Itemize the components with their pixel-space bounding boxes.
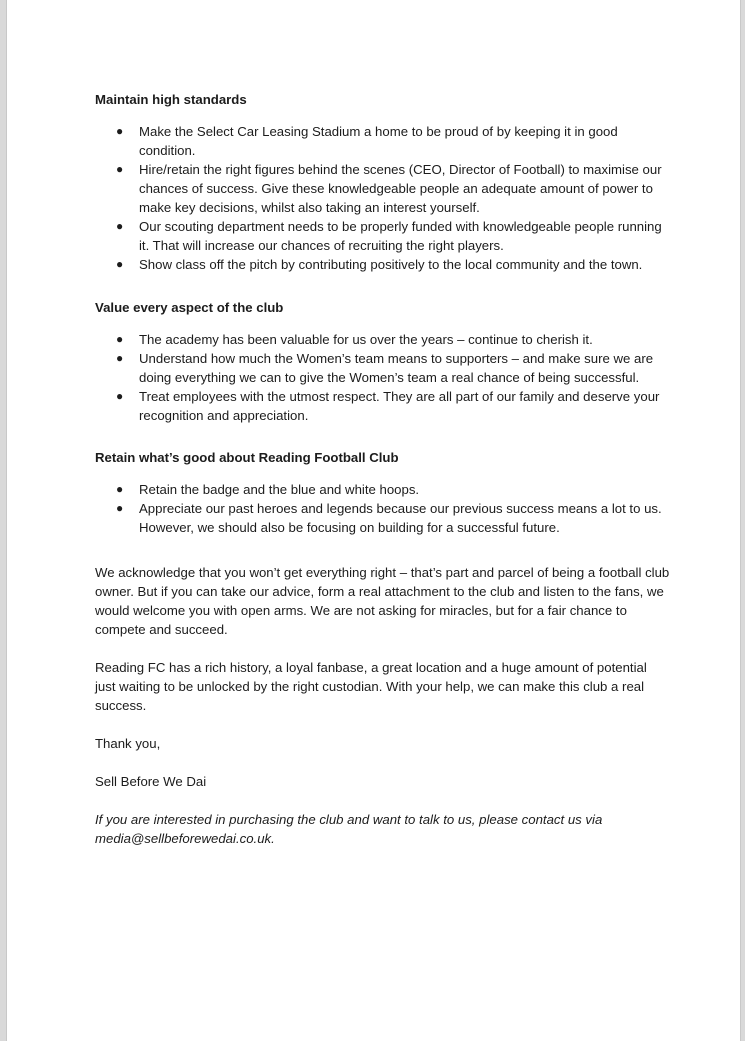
section-heading: Maintain high standards — [95, 92, 247, 107]
body-paragraph: Reading FC has a rich history, a loyal fanbase, a great location and a huge amount of potential just waiting to be unlocked by the right custodian. With your help, we can make this club a real success. — [95, 660, 647, 713]
list-item: ● Retain the badge and the blue and white hoops. — [116, 482, 420, 497]
bullet-icon: ● — [116, 482, 124, 496]
bullet-list — [95, 122, 670, 274]
bullet-icon: ● — [116, 389, 124, 403]
list-item: ● Our scouting department needs to be properly funded with knowledgeable people running it. That will increase our chances of recruiting the right players. — [116, 219, 662, 253]
bullet-icon: ● — [116, 162, 124, 176]
bullet-icon: ● — [116, 332, 124, 346]
bullet-list — [95, 480, 670, 537]
list-item: ● Hire/retain the right figures behind the scenes (CEO, Director of Football) to maximise our chances of success. Give these knowledgeable people an adequate amount of power to make key decisions, whilst also taking an interest yourself. — [116, 162, 662, 215]
section-retain-good — [95, 448, 670, 537]
section-heading: Retain what’s good about Reading Football Club — [95, 450, 399, 465]
bullet-icon: ● — [116, 257, 124, 271]
section-heading: Value every aspect of the club — [95, 300, 284, 315]
list-item: ● Understand how much the Women’s team means to supporters – and make sure we are doing everything we can to give the Women’s team a real chance of being successful. — [116, 351, 654, 385]
list-item: ● Appreciate our past heroes and legends because our previous success means a lot to us. However, we should also be focusing on building for a successful future. — [116, 501, 662, 535]
signoff-text: Thank you, — [95, 736, 161, 751]
bullet-icon: ● — [116, 351, 124, 365]
list-item: ● The academy has been valuable for us over the years – continue to cherish it. — [116, 332, 593, 347]
list-item: ● Treat employees with the utmost respect. They are all part of our family and deserve your recognition and appreciation. — [116, 389, 660, 423]
document-page — [6, 0, 741, 1041]
list-item: ● Show class off the pitch by contributing positively to the local community and the town. — [116, 257, 643, 272]
list-item: ● Make the Select Car Leasing Stadium a home to be proud of by keeping it in good condition. — [116, 124, 618, 158]
signature-text: Sell Before We Dai — [95, 774, 207, 789]
bullet-icon: ● — [116, 124, 124, 138]
bullet-list — [95, 330, 670, 425]
document-body — [95, 90, 670, 867]
body-paragraph: We acknowledge that you won’t get everything right – that’s part and parcel of being a football club owner. But if you can take our advice, form a real attachment to the club and listen to the fans, we would welcome you with open arms. We are not asking for miracles, but for a fair chance to compete and succeed. — [95, 565, 670, 637]
section-value-club — [95, 298, 670, 425]
closing-note: If you are interested in purchasing the club and want to talk to us, please contact us via media@sellbeforewedai.co.uk. — [95, 812, 603, 846]
bullet-icon: ● — [116, 501, 124, 515]
section-maintain-standards — [95, 90, 670, 274]
bullet-icon: ● — [116, 219, 124, 233]
